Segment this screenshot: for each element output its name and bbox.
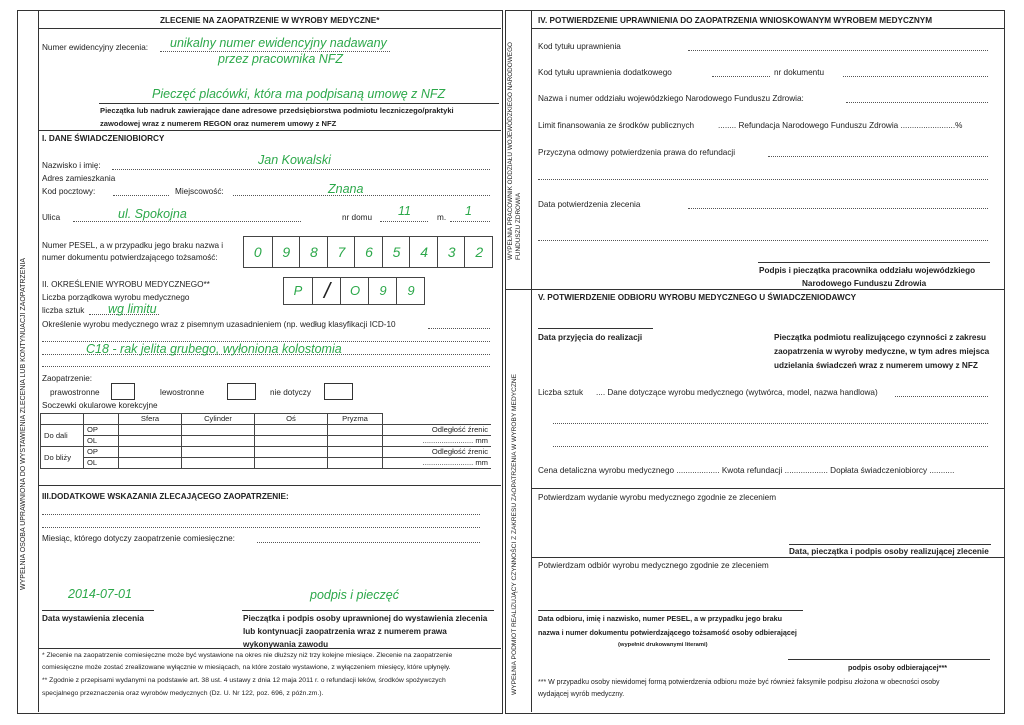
right-footnote-2: wydającej wyrób medyczny. [538,691,625,698]
data-potwierdzenia-field[interactable] [688,208,988,209]
cena-label[interactable]: Cena detaliczna wyrobu medycznego ................... Kwota refundacji ................... Dopłata świadczeniobiorcy ........... [538,466,955,475]
kod-pocztowy-field[interactable] [113,195,169,196]
limit-label: Limit finansowania ze środków publicznych [538,121,695,130]
podpis-odbierajacej-line [788,659,990,660]
potwierdzam-wydanie-label: Potwierdzam wydanie wyrobu medycznego zgodnie ze zleceniem [538,493,777,502]
section3-divider [38,485,501,486]
code-char[interactable]: P [293,283,303,298]
lens-header-cylinder: Cylinder [182,414,255,425]
oddzial-label: Nazwa i numer oddziału wojewódzkiego Narodowego Funduszu Zdrowia: [538,94,804,103]
data-odbioru-2: nazwa i numer dokumentu potwierdzającego tożsamość osoby odbierającej [538,628,797,637]
data-wystawienia-label: Data wystawienia zlecenia [42,614,144,623]
pesel-digit[interactable]: 2 [464,237,493,267]
przyczyna-label: Przyczyna odmowy potwierdzenia prawa do refundacji [538,148,736,157]
miesiac-label: Miesiąc, którego dotyczy zaopatrzenie comiesięczne: [42,534,235,543]
liczba-sztuk-label: liczba sztuk [42,306,85,315]
icd-label: Określenie wyrobu medycznego wraz z pisemnym uzasadnieniem (np. według klasyfikacji ICD-10 [42,320,396,329]
nie-dotyczy-label: nie dotyczy [270,388,311,397]
wydanie-divider [531,488,1004,489]
pesel-digit[interactable]: 5 [382,237,411,267]
code-char[interactable]: / [312,278,341,304]
pesel-digit[interactable]: 6 [354,237,383,267]
pesel-digit[interactable]: 8 [299,237,328,267]
pesel-label-1: Numer PESEL, a w przypadku jego braku nazwa i [42,241,224,250]
lewostronne-label: lewostronne [160,388,205,397]
cell[interactable] [255,447,328,458]
code-char[interactable]: O [340,278,369,304]
odleglosc-zrenic-blizy: Odległość źrenic [383,447,492,458]
dodatkowe-field-1[interactable] [42,514,480,515]
podpis-odbierajacej-label: podpis osoby odbierającej*** [848,663,948,672]
data-wystawienia-line [42,610,154,611]
pesel-label-2: numer dokumentu potwierdzającego tożsamość: [42,253,218,262]
pieczatka-realizujacy-3: udzielania świadczeń wraz z numerem umowy z NFZ [774,361,978,370]
stamp-caption-2: zawodowej wraz z numerem REGON oraz numerem umowy z NFZ [100,119,337,128]
kod-tytulu-label: Kod tytułu uprawnienia [538,42,621,51]
icd-handwriting: C18 - rak jelita grubego, wyłoniona kolostomia [86,342,342,356]
cell[interactable] [182,425,255,436]
nr-domu-label: nr domu [342,213,373,222]
section2-title: II. OKREŚLENIE WYROBU MEDYCZNEGO** [42,280,210,289]
adres-label: Adres zamieszkania [42,174,116,183]
podpis-line [242,610,494,611]
cell[interactable] [328,447,383,458]
liczba-sztuk-handwriting: wg limitu [108,302,157,316]
soczewki-label: Soczewki okularowe korekcyjne [42,401,158,410]
odbior-divider [531,557,1004,558]
section4-title: IV. POTWIERDZENIE UPRAWNIENIA DO ZAOPATRZENIA WNIOSKOWANYM WYROBEM MEDYCZNYM [538,16,933,25]
ulica-label: Ulica [42,213,61,222]
dane-dotyczace-label: .... Dane dotyczące wyrobu medycznego (wytwórca, model, nazwa handlowa) [596,388,878,397]
cell[interactable] [255,458,328,469]
nr-domu-field[interactable] [380,221,428,222]
data-odbioru-line [538,610,803,611]
footnote-3: ** Zgodnie z przepisami wydanymi na podstawie art. 38 ust. 4 ustawy z dnia 12 maja 2011 r. o refundacji leków, środków spożywczych [42,677,446,684]
cell[interactable] [328,436,383,447]
left-strip-divider [38,10,39,712]
dane-dotyczace-field-0[interactable] [895,396,988,397]
do-blizy-op: OP [84,447,119,458]
section4-underline [531,28,1004,29]
nr-domu-handwriting: 11 [398,204,411,218]
oddzial-field[interactable] [846,102,988,103]
odleglosc-mm-dali[interactable]: ........................ mm [383,436,492,447]
pieczatka-realizujacy-2: zaopatrzenia w wyroby medyczne, w tym adres miejsca [774,347,990,356]
prawostronne-label: prawostronne [50,388,100,397]
podpis-nfz-line [758,262,990,263]
m-label: m. [437,213,447,222]
pieczatka-caption-3: wykonywania zawodu [243,640,329,649]
do-blizy-label: Do bliży [41,447,84,469]
przyczyna-field[interactable] [768,156,988,157]
wypelnic-literami: (wypełnić drukowanymi literami) [618,642,708,648]
footnote-1: * Zlecenie na zaopatrzenie comiesięczne może być wystawione na okres nie dłuższy niż trzy kolejne miesiące. Zlecenie na zaopatrzenie [42,652,453,659]
cell[interactable] [255,425,328,436]
lewostronne-checkbox[interactable] [227,383,256,400]
podpis-nfz-2: Narodowego Funduszu Zdrowia [802,279,927,288]
code-grid[interactable] [283,277,425,305]
cell[interactable] [328,425,383,436]
zaopatrzenie-label: Zaopatrzenie: [42,374,93,383]
kod-tytulu-field[interactable] [688,50,988,51]
odleglosc-zrenic-dali: Odległość źrenic [383,425,492,436]
numer-ewidencyjny-handwriting-2: przez pracownika NFZ [218,52,344,66]
nazwisko-label: Nazwisko i imię: [42,161,101,170]
cell[interactable] [119,436,182,447]
data-przyjecia-label: Data przyjęcia do realizacji [538,333,643,342]
kod-tytulu-dod-field[interactable] [712,76,770,77]
do-dali-op: OP [84,425,119,436]
cell[interactable] [182,447,255,458]
lens-table [40,413,491,469]
miejscowosc-handwriting: Znana [328,182,364,196]
kod-pocztowy-label: Kod pocztowy: [42,187,96,196]
cell[interactable] [255,436,328,447]
cell[interactable] [328,458,383,469]
dodatkowe-field-2[interactable] [42,527,480,528]
podpis-handwriting: podpis i pieczęć [310,588,399,602]
icd-field-1[interactable] [428,328,490,329]
right-footnote-1: *** W przypadku osoby niewidomej formą potwierdzenia odbioru może być również faksymile podpisu złożona w obecności osoby [538,679,940,686]
nfz-vertical-label: WYPEŁNIA PRACOWNIK ODDZIAŁU WOJEWÓDZKIEGO NARODOWEGO FUNDUSZU ZDROWIA [507,41,522,260]
right-section-divider [505,289,1004,290]
data-wystawienia-handwriting: 2014-07-01 [68,587,132,601]
nazwisko-handwriting: Jan Kowalski [258,153,331,167]
data-pieczatka-line [789,544,991,545]
nr-dokumentu-field[interactable] [843,76,988,77]
icd-field-4[interactable] [42,366,490,367]
numer-ewidencyjny-label: Numer ewidencyjny zlecenia: [42,43,149,52]
right-strip-divider [531,10,532,712]
data-odbioru-1: Data odbioru, imię i nazwisko, numer PESEL, a w przypadku jego braku [538,614,783,623]
nr-dokumentu-label: nr dokumentu [774,68,825,77]
left-vertical-label: WYPEŁNIA OSOBA UPRAWNIONA DO WYSTAWIENIA ZLECENIA LUB KONTYNUACJI ZAOPATRZENIA [20,257,27,590]
cell[interactable] [119,425,182,436]
cell[interactable] [119,458,182,469]
pieczatka-caption-1: Pieczątka i podpis osoby uprawnionej do wystawienia zlecenia [243,614,488,623]
lens-header-sfera: Sfera [119,414,182,425]
refundacja-label[interactable]: ........ Refundacja Narodowego Funduszu Zdrowia ........................% [718,121,963,130]
pesel-digit[interactable]: 7 [327,237,356,267]
section1-divider [38,130,501,131]
section1-title: I. DANE ŚWIADCZENIOBIORCY [42,134,165,143]
realizujacy-vertical-label: WYPEŁNIA PODMIOT REALIZUJĄCY CZYNNOŚCI Z ZAKRESU ZAOPATRZENIA W WYROBY MEDYCZNE [511,373,518,695]
data-potwierdzenia-label: Data potwierdzenia zlecenia [538,200,641,209]
cell[interactable] [119,447,182,458]
potwierdzam-odbior-label: Potwierdzam odbiór wyrobu medycznego zgodnie ze zleceniem [538,561,769,570]
code-char[interactable]: 9 [396,278,425,304]
nazwisko-field[interactable] [112,169,490,170]
pesel-grid[interactable] [243,236,493,268]
m-field[interactable] [450,221,490,222]
section3-title: III.DODATKOWE WSKAZANIA ZLECAJĄCEGO ZAOPATRZENIE: [42,492,289,501]
pieczatka-realizujacy-1: Pieczątka podmiotu realizującego czynności z zakresu [774,333,987,342]
m-handwriting: 1 [465,204,472,218]
data-pieczatka-label: Data, pieczątka i podpis osoby realizującej zlecenie [789,547,989,556]
miesiac-field[interactable] [257,542,480,543]
lens-header-os: Oś [255,414,328,425]
ulica-handwriting: ul. Spokojna [118,207,187,221]
do-blizy-ol: OL [84,458,119,469]
footnote-2: comiesięczne może zostać zrealizowane wyłącznie w miesiącach, na które zostało wystawione, z wyłączeniem miesięcy, które upłynęły. [42,664,451,671]
pesel-digit[interactable]: 0 [253,244,262,260]
nie-dotyczy-checkbox[interactable] [324,383,353,400]
footnote-divider [38,648,501,649]
pesel-digit[interactable]: 9 [272,237,301,267]
code-char[interactable]: 9 [368,278,397,304]
footnote-4: specjalnego przeznaczenia oraz wyrobów medycznych (Dz. U. Nr 122, poz. 696, z późn.zm.). [42,690,324,697]
stamp-handwriting: Pieczęć placówki, która ma podpisaną umowę z NFZ [152,87,446,101]
kod-tytulu-dod-label: Kod tytułu uprawnienia dodatkowego [538,68,672,77]
title-underline [38,28,501,29]
stamp-line [99,103,499,104]
pieczatka-caption-2: lub kontynuacji zaopatrzenia wraz z numerem prawa [243,627,447,636]
liczba-sztuk-right-label: Liczba sztuk [538,388,584,397]
do-dali-ol: OL [84,436,119,447]
pesel-digit[interactable]: 3 [437,237,466,267]
cell[interactable] [182,458,255,469]
form-title: ZLECENIE NA ZAOPATRZENIE W WYROBY MEDYCZNE* [160,16,380,25]
do-dali-label: Do dali [41,425,84,447]
nfz-extra-field[interactable] [538,240,988,241]
liczba-porzadkowa-label: Liczba porządkowa wyrobu medycznego [42,293,190,302]
cell[interactable] [182,436,255,447]
stamp-caption-1: Pieczątka lub nadruk zawierające dane adresowe przedsiębiorstwa podmiotu leczniczego/praktyki [100,106,454,115]
przyczyna-field-2[interactable] [538,179,988,180]
lens-header-pryzma: Pryzma [328,414,383,425]
section5-title: V. POTWIERDZENIE ODBIORU WYROBU MEDYCZNEGO U ŚWIADCZENIODAWCY [538,293,857,302]
prawostronne-checkbox[interactable] [111,383,135,400]
pesel-digit[interactable]: 4 [409,237,438,267]
odleglosc-mm-blizy[interactable]: ........................ mm [383,458,492,469]
ulica-field[interactable] [73,221,301,222]
dane-dotyczace-field-1[interactable] [553,423,988,424]
numer-ewidencyjny-handwriting: unikalny numer ewidencyjny nadawany [170,36,387,50]
miejscowosc-label: Miejscowość: [175,187,224,196]
dane-dotyczace-field-2[interactable] [553,446,988,447]
data-przyjecia-line [538,328,653,329]
podpis-nfz-1: Podpis i pieczątka pracownika oddziału wojewódzkiego [759,266,976,275]
